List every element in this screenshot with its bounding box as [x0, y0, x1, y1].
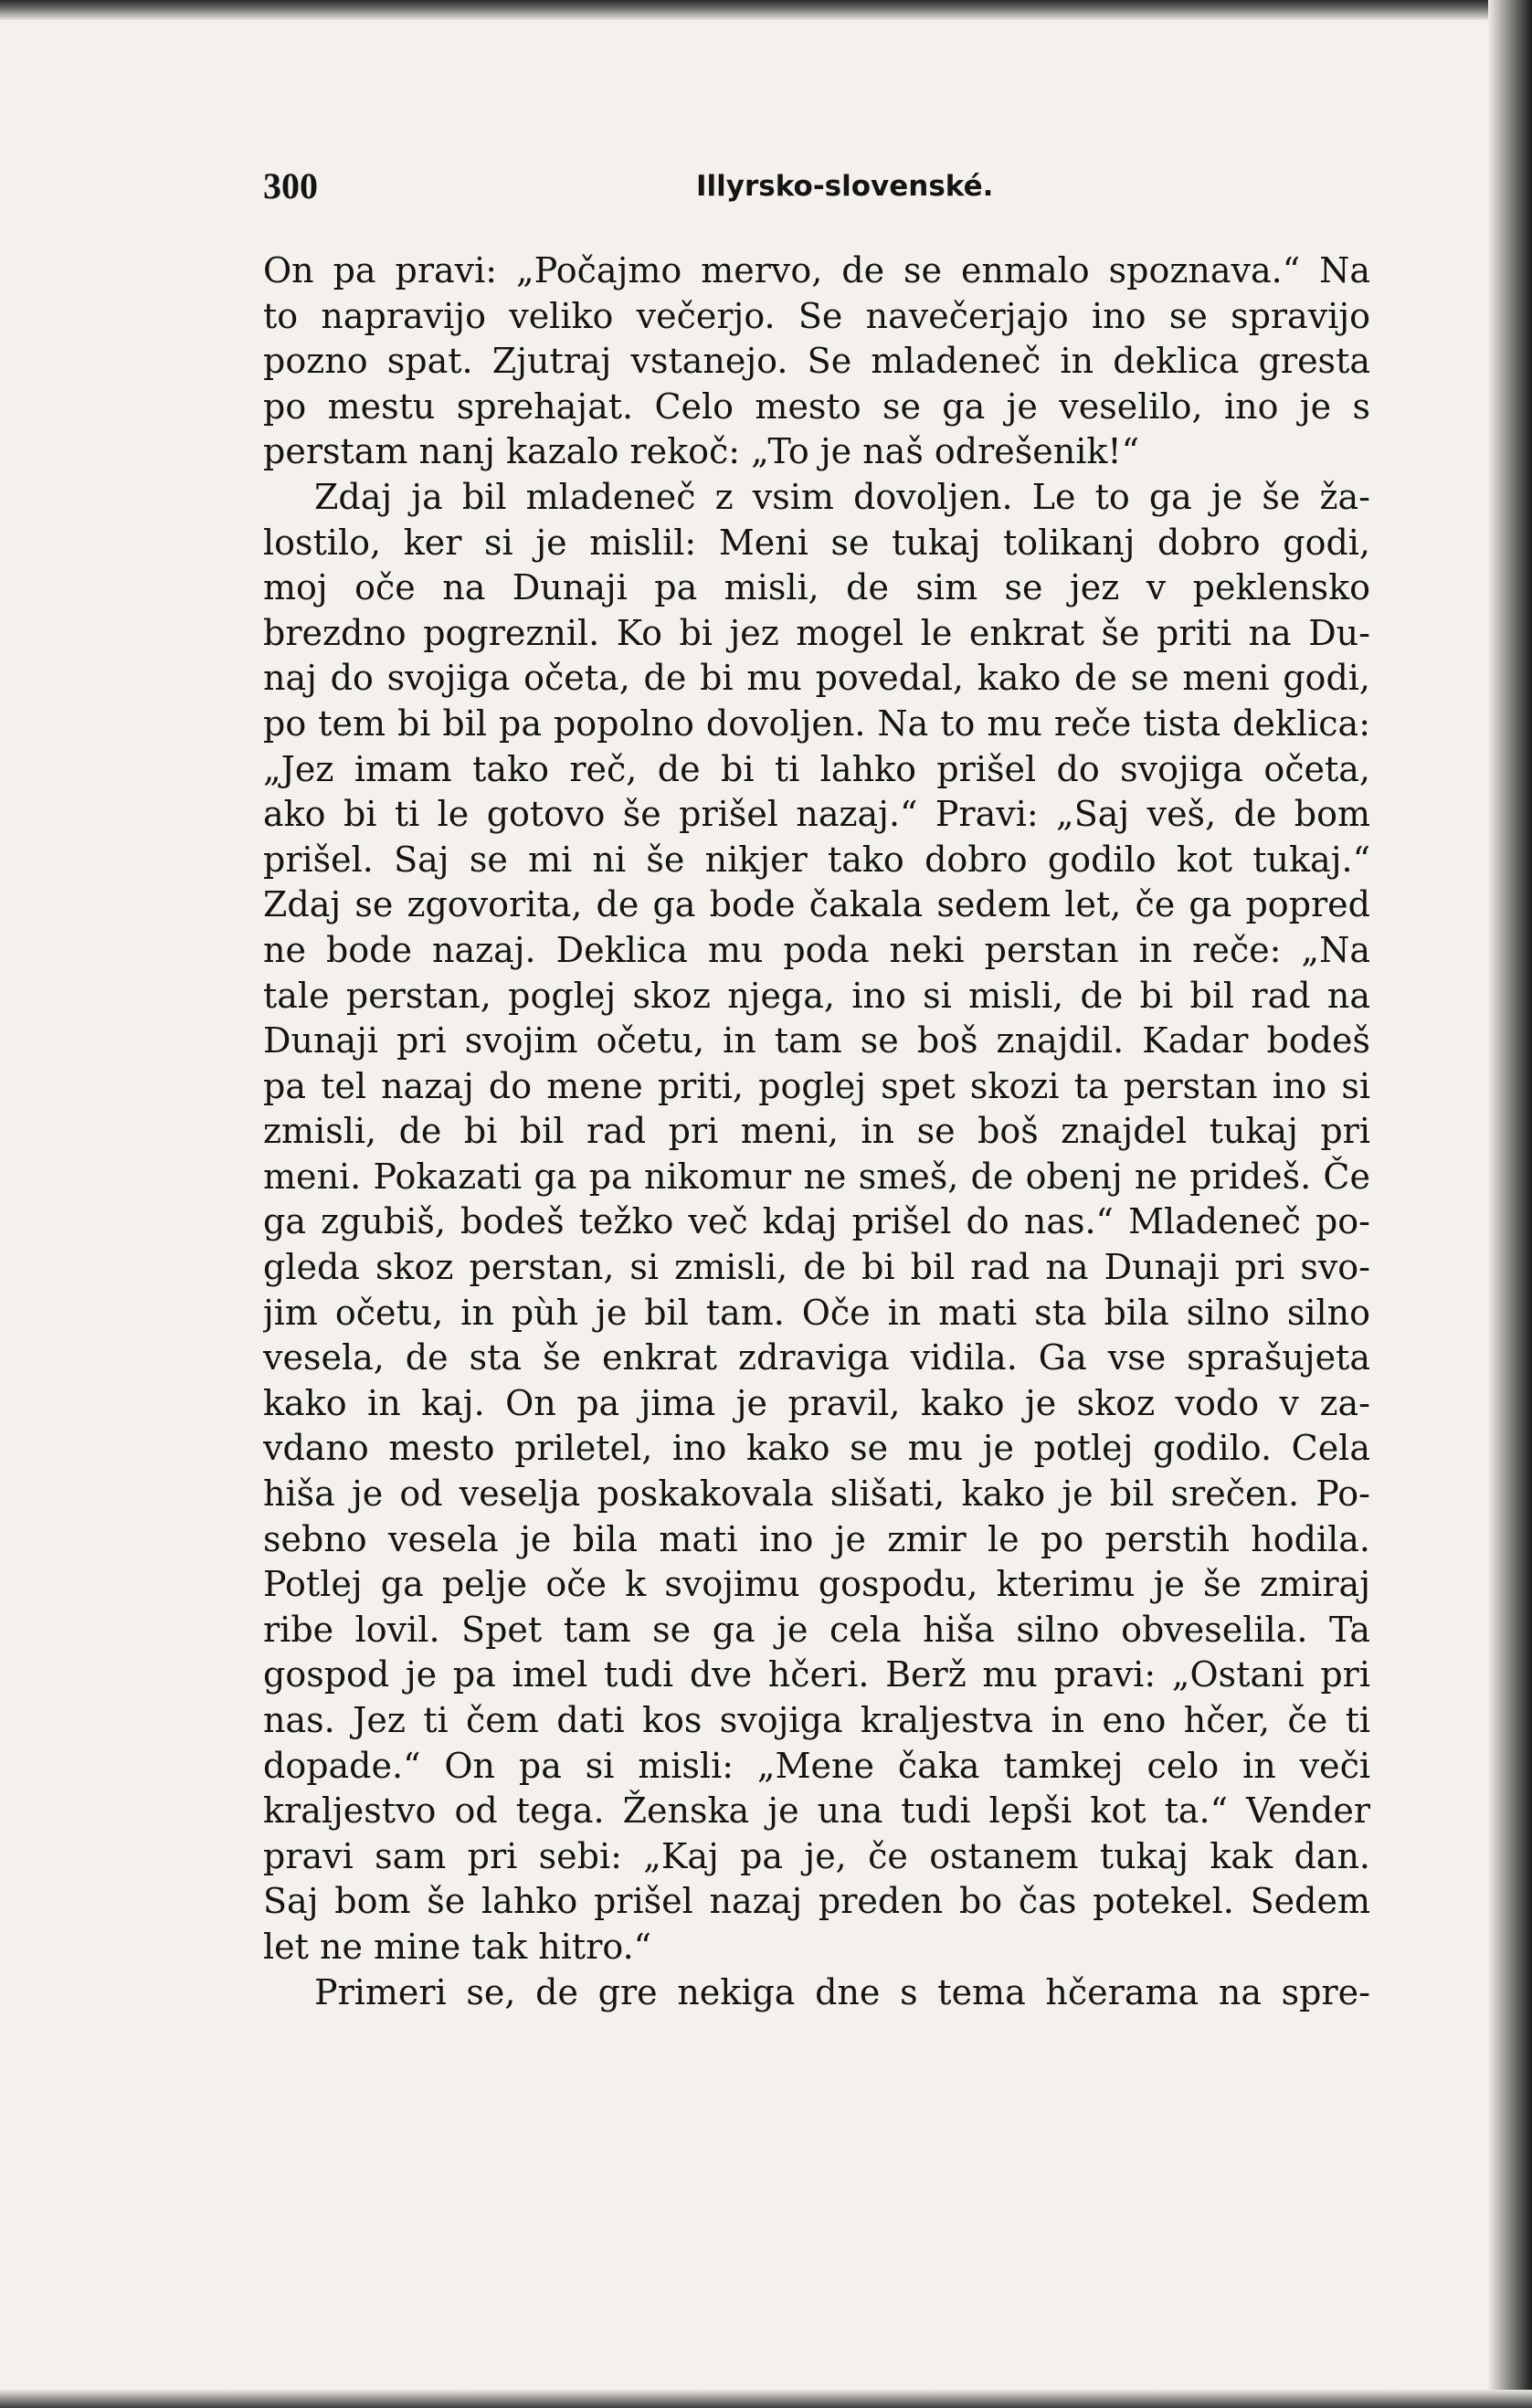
- text-line: ribe lovil. Spet tam se ga je cela hiša silno obveselila. Ta: [263, 1609, 1370, 1650]
- text-line: prišel. Saj se mi ni še nikjer tako dobro godilo kot tukaj.“: [263, 839, 1370, 880]
- text-line: pozno spat. Zjutraj vstanejo. Se mladeneč in deklica gresta: [263, 341, 1370, 382]
- text-line: dopade.“ On pa si misli: „Mene čaka tamkej celo in veči: [263, 1745, 1370, 1786]
- text-line: lostilo, ker si je mislil: Meni se tukaj tolikanj dobro godi,: [263, 522, 1370, 563]
- text-line: hiša je od veselja poskakovala slišati, kako je bil srečen. Po-: [263, 1473, 1370, 1515]
- page-number: 300: [263, 165, 318, 206]
- text-line: pravi sam pri sebi: „Kaj pa je, če ostanem tukaj kak dan.: [263, 1835, 1370, 1876]
- text-line: Dunaji pri svojim očetu, in tam se boš znajdil. Kadar bodeš: [263, 1020, 1370, 1061]
- text-line: Saj bom še lahko prišel nazaj preden bo čas potekel. Sedem: [263, 1881, 1370, 1922]
- text-line: perstam nanj kazalo rekoč: „To je naš odrešenik!“: [263, 431, 1140, 472]
- text-line: gospod je pa imel tudi dve hčeri. Berž mu pravi: „Ostani pri: [263, 1654, 1370, 1695]
- scan-edge-top: [0, 0, 1532, 20]
- page-header: [263, 164, 1378, 210]
- scan-edge-bottom: [0, 2390, 1532, 2408]
- text-line: to napravijo veliko večerjo. Se navečerjajo ino se spravijo: [263, 295, 1370, 336]
- text-line: ako bi ti le gotovo še prišel nazaj.“ Pravi: „Saj veš, de bom: [263, 794, 1370, 835]
- text-line: vdano mesto priletel, ino kako se mu je potlej godilo. Cela: [263, 1428, 1370, 1469]
- running-title: Illyrsko-slovenské.: [696, 170, 994, 203]
- text-line: po mestu sprehajat. Celo mesto se ga je veselilo, ino je s: [263, 385, 1370, 427]
- text-line: gleda skoz perstan, si zmisli, de bi bil rad na Dunaji pri svo-: [263, 1247, 1370, 1288]
- text-line: kraljestvo od tega. Ženska je una tudi lepši kot ta.“ Vender: [263, 1790, 1370, 1832]
- text-line: vesela, de sta še enkrat zdraviga vidila. Ga vse sprašujeta: [263, 1337, 1370, 1378]
- text-line: nas. Jez ti čem dati kos svojiga kraljestva in eno hčer, če ti: [263, 1700, 1370, 1740]
- text-line: meni. Pokazati ga pa nikomur ne smeš, de obenj ne prideš. Če: [263, 1156, 1370, 1197]
- text-line: let ne mine tak hitro.“: [263, 1926, 652, 1967]
- text-line: Potlej ga pelje oče k svojimu gospodu, kterimu je še zmiraj: [263, 1564, 1370, 1605]
- text-line: po tem bi bil pa popolno dovoljen. Na to mu reče tista deklica:: [263, 702, 1370, 744]
- text-line: kako in kaj. On pa jima je pravil, kako je skoz vodo v za-: [263, 1382, 1370, 1423]
- text-line: Zdaj se zgovorita, de ga bode čakala sedem let, če ga popred: [263, 884, 1370, 925]
- text-line: zmisli, de bi bil rad pri meni, in se boš znajdel tukaj pri: [263, 1111, 1370, 1152]
- text-line: „Jez imam tako reč, de bi ti lahko prišel do svojiga očeta,: [263, 748, 1370, 789]
- text-line: brezdno pogreznil. Ko bi jez mogel le enkrat še priti na Du-: [263, 612, 1370, 653]
- text-line: Primeri se, de gre nekiga dne s tema hčerama na spre-: [314, 1971, 1370, 2012]
- text-line: On pa pravi: „Počajmo mervo, de se enmalo spoznava.“ Na: [263, 250, 1370, 290]
- text-line: pa tel nazaj do mene priti, poglej spet skozi ta perstan ino si: [263, 1065, 1370, 1106]
- text-line: ne bode nazaj. Deklica mu poda neki perstan in reče: „Na: [263, 929, 1370, 970]
- scan-edge-right: [1488, 0, 1532, 2408]
- text-line: jim očetu, in pùh je bil tam. Oče in mati sta bila silno silno: [263, 1292, 1370, 1333]
- text-line: tale perstan, poglej skoz njega, ino si misli, de bi bil rad na: [263, 975, 1370, 1016]
- text-line: ga zgubiš, bodeš težko več kdaj prišel do nas.“ Mladeneč po-: [263, 1201, 1370, 1242]
- text-line: moj oče na Dunaji pa misli, de sim se jez v peklensko: [263, 567, 1370, 608]
- body-text: [263, 248, 1370, 2015]
- text-line: Zdaj ja bil mladeneč z vsim dovoljen. Le to ga je še ža-: [314, 476, 1370, 517]
- text-line: sebno vesela je bila mati ino je zmir le po perstih hodila.: [263, 1518, 1370, 1559]
- text-line: naj do svojiga očeta, de bi mu povedal, kako de se meni godi,: [263, 658, 1370, 699]
